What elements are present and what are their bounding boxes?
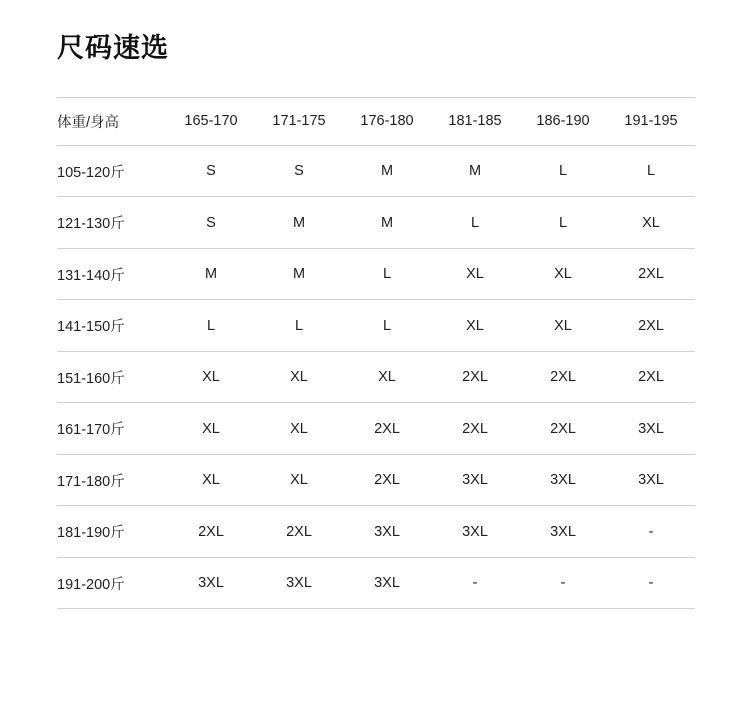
table-cell: 3XL xyxy=(343,506,431,558)
table-row xyxy=(57,506,695,558)
table-row xyxy=(57,454,695,506)
page-title: 尺码速选 xyxy=(57,33,169,63)
table-cell: 3XL xyxy=(343,557,431,609)
table-cell: XL xyxy=(255,351,343,403)
table-column-header: 186-190 xyxy=(519,97,607,145)
table-row xyxy=(57,557,695,609)
table-cell: M xyxy=(255,248,343,300)
table-cell: 3XL xyxy=(167,557,255,609)
table-column-header: 191-195 xyxy=(607,97,695,145)
table-cell: S xyxy=(255,145,343,197)
table-row xyxy=(57,351,695,403)
table-cell: 2XL xyxy=(343,403,431,455)
table-cell: S xyxy=(167,145,255,197)
table-row-header: 105-120斤 xyxy=(57,145,167,197)
table-corner-header: 体重/身高 xyxy=(57,97,167,145)
table-cell: 3XL xyxy=(607,403,695,455)
table-row-header: 161-170斤 xyxy=(57,403,167,455)
table-cell: XL xyxy=(519,300,607,352)
table-row-header: 121-130斤 xyxy=(57,197,167,249)
table-cell: 2XL xyxy=(519,351,607,403)
table-cell: M xyxy=(343,197,431,249)
table-column-header: 171-175 xyxy=(255,97,343,145)
table-cell: 2XL xyxy=(255,506,343,558)
table-cell: 3XL xyxy=(519,506,607,558)
table-header-row xyxy=(57,97,695,145)
table-header xyxy=(57,97,695,145)
table-cell: XL xyxy=(255,454,343,506)
table-cell: 2XL xyxy=(431,351,519,403)
table-cell: - xyxy=(607,506,695,558)
table-cell: L xyxy=(255,300,343,352)
table-cell: - xyxy=(431,557,519,609)
table-cell: 2XL xyxy=(519,403,607,455)
table-cell: L xyxy=(607,145,695,197)
table-row xyxy=(57,403,695,455)
table-cell: 3XL xyxy=(431,506,519,558)
table-row xyxy=(57,145,695,197)
table-cell: L xyxy=(343,300,431,352)
table-cell: 2XL xyxy=(607,351,695,403)
table-cell: M xyxy=(255,197,343,249)
table-cell: XL xyxy=(607,197,695,249)
table-cell: L xyxy=(519,145,607,197)
table-cell: - xyxy=(519,557,607,609)
table-cell: XL xyxy=(431,248,519,300)
table-cell: 3XL xyxy=(607,454,695,506)
table-column-header: 176-180 xyxy=(343,97,431,145)
size-chart-table xyxy=(57,97,695,610)
table-cell: M xyxy=(167,248,255,300)
table-cell: XL xyxy=(431,300,519,352)
table-row xyxy=(57,197,695,249)
table-row-header: 151-160斤 xyxy=(57,351,167,403)
table-cell: 2XL xyxy=(431,403,519,455)
table-cell: XL xyxy=(343,351,431,403)
table-row-header: 191-200斤 xyxy=(57,557,167,609)
table-row-header: 181-190斤 xyxy=(57,506,167,558)
table-row-header: 141-150斤 xyxy=(57,300,167,352)
table-body xyxy=(57,145,695,609)
table-row xyxy=(57,300,695,352)
table-column-header: 165-170 xyxy=(167,97,255,145)
table-cell: 2XL xyxy=(607,300,695,352)
table-cell: M xyxy=(431,145,519,197)
table-cell: XL xyxy=(255,403,343,455)
table-cell: XL xyxy=(519,248,607,300)
table-cell: XL xyxy=(167,403,255,455)
table-cell: L xyxy=(431,197,519,249)
table-cell: 2XL xyxy=(343,454,431,506)
table-cell: L xyxy=(519,197,607,249)
table-cell: L xyxy=(343,248,431,300)
table-row-header: 171-180斤 xyxy=(57,454,167,506)
table-row xyxy=(57,248,695,300)
table-cell: 2XL xyxy=(167,506,255,558)
table-cell: 3XL xyxy=(255,557,343,609)
table-cell: S xyxy=(167,197,255,249)
table-cell: M xyxy=(343,145,431,197)
table-cell: L xyxy=(167,300,255,352)
table-cell: 3XL xyxy=(519,454,607,506)
table-column-header: 181-185 xyxy=(431,97,519,145)
table-cell: XL xyxy=(167,454,255,506)
table-cell: 3XL xyxy=(431,454,519,506)
table-row-header: 131-140斤 xyxy=(57,248,167,300)
table-cell: - xyxy=(607,557,695,609)
table-cell: 2XL xyxy=(607,248,695,300)
table-cell: XL xyxy=(167,351,255,403)
